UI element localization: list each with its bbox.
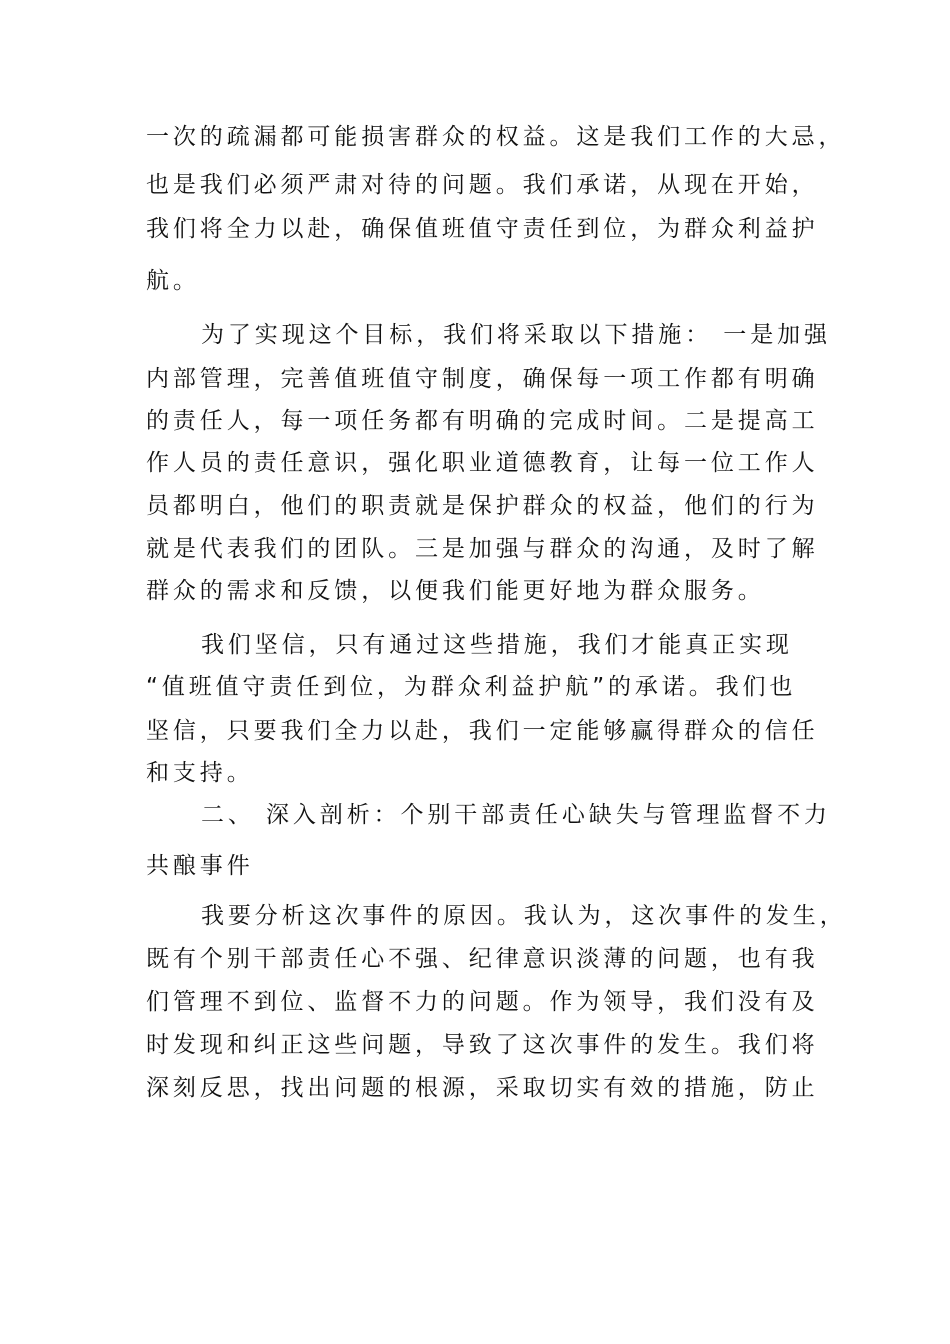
paragraph-line: 作人员的责任意识，强化职业道德教育，让每一位工作人 (146, 450, 819, 476)
paragraph-line: 们管理不到位、监督不力的问题。作为领导，我们没有及 (146, 989, 819, 1015)
paragraph-line: 坚信，只要我们全力以赴，我们一定能够赢得群众的信任 (146, 718, 819, 744)
section-heading-continuation: 共酿事件 (146, 853, 254, 879)
paragraph-line: 的责任人，每一项任务都有明确的完成时间。二是提高工 (146, 408, 819, 434)
paragraph-line: 深刻反思，找出问题的根源，采取切实有效的措施，防止 (146, 1075, 819, 1101)
paragraph-line: 一次的疏漏都可能损害群众的权益。这是我们工作的大忌， (146, 124, 846, 150)
paragraph-line: 我们将全力以赴，确保值班值守责任到位，为群众利益护 (146, 216, 819, 242)
paragraph-line: 群众的需求和反馈，以便我们能更好地为群众服务。 (146, 578, 765, 604)
paragraph-line: 和支持。 (146, 760, 254, 786)
paragraph-line: 员都明白，他们的职责就是保护群众的权益，他们的行为 (146, 493, 819, 519)
paragraph-line: “值班值守责任到位，为群众利益护航”的承诺。我们也 (146, 674, 797, 700)
paragraph-line: 内部管理，完善值班值守制度，确保每一项工作都有明确 (146, 366, 819, 392)
paragraph-line: 为了实现这个目标，我们将采取以下措施： 一是加强 (201, 322, 831, 348)
paragraph-line: 我要分析这次事件的原因。我认为，这次事件的发生， (201, 903, 847, 929)
paragraph-line: 也是我们必须严肃对待的问题。我们承诺，从现在开始， (146, 172, 819, 198)
paragraph-line: 我们坚信，只有通过这些措施，我们才能真正实现 (201, 632, 793, 658)
paragraph-line: 时发现和纠正这些问题，导致了这次事件的发生。我们将 (146, 1032, 819, 1058)
paragraph-line: 就是代表我们的团队。三是加强与群众的沟通，及时了解 (146, 536, 819, 562)
paragraph-line: 既有个别干部责任心不强、纪律意识淡薄的问题，也有我 (146, 946, 819, 972)
section-heading: 二、 深入剖析：个别干部责任心缺失与管理监督不力 (201, 802, 831, 828)
paragraph-line: 航。 (146, 268, 200, 294)
